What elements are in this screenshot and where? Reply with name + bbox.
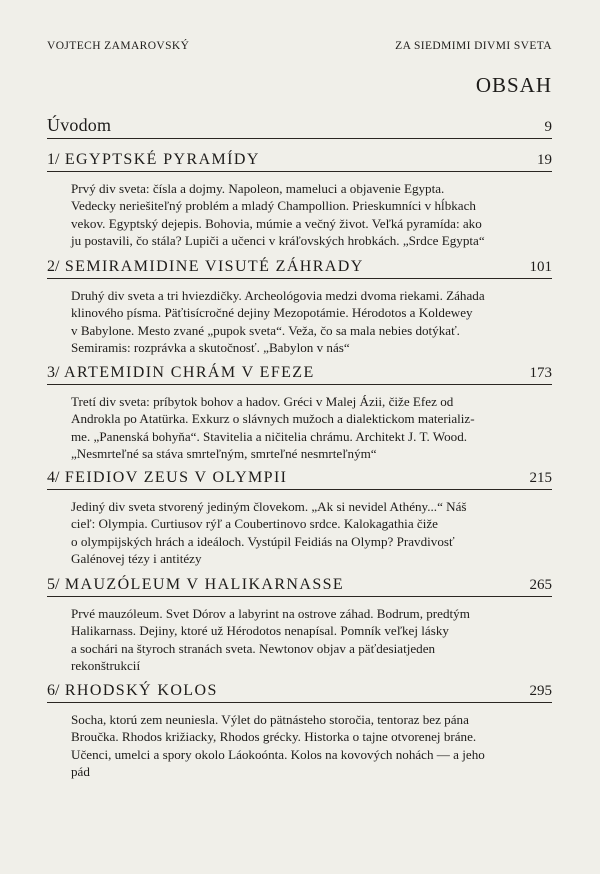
chapter-number: 1/ <box>47 151 60 168</box>
toc-entry-chapter-1[interactable] <box>47 151 552 250</box>
entry-page-number: 173 <box>529 365 552 381</box>
chapter-summary <box>71 711 552 781</box>
summary-line: Broučka. Rhodos križiacky, Rhodos grécky. Historka o tajne otvorenej bráne. <box>71 729 477 745</box>
entry-page-number: 19 <box>537 152 552 168</box>
chapter-number: 5/ <box>47 576 60 593</box>
toc-entry-chapter-3[interactable] <box>47 364 552 463</box>
summary-line: Androkla po Atatürka. Exkurz o slávnych mužoch a dialektickom materializ- <box>71 411 475 427</box>
entry-page-number: 295 <box>529 683 552 699</box>
chapter-number: 4/ <box>47 469 60 486</box>
chapter-summary <box>71 498 552 568</box>
toc-entry-intro[interactable] <box>47 115 552 139</box>
chapter-summary <box>71 287 552 357</box>
chapter-title: ARTEMIDIN CHRÁM V EFEZE <box>63 364 315 381</box>
toc-entry-chapter-5[interactable] <box>47 576 552 675</box>
chapter-summary <box>71 393 552 463</box>
chapter-title: FEIDIOV ZEUS V OLYMPII <box>64 469 288 486</box>
summary-line: Semiramis: rozprávka a skutočnosť. „Babylon v nás“ <box>71 340 350 356</box>
chapter-summary <box>71 180 552 250</box>
summary-line: o olympijských hrách a ideáloch. Vystúpil Feidiás na Olymp? Pravdivosť <box>71 533 455 549</box>
summary-line: Jediný div sveta stvorený jediným človekom. „Ak si nevidel Athény...“ Náš <box>71 499 467 514</box>
summary-line: Galénovej tézy i antitézy <box>71 551 202 567</box>
toc-entry-head <box>47 576 552 597</box>
entry-page-number: 215 <box>529 470 552 486</box>
summary-line: Druhý div sveta a tri hviezdičky. Archeológovia medzi dvoma riekami. Záhada <box>71 288 485 303</box>
chapter-number: 2/ <box>47 258 60 275</box>
summary-line: pád <box>71 764 90 780</box>
summary-line: Vedecky neriešiteľný problém a mladý Champollion. Prieskumníci v hĺbkach <box>71 198 476 214</box>
summary-line: cieľ: Olympia. Curtiusov rýľ a Coubertinovo srdce. Kalokagathia čiže <box>71 516 438 532</box>
summary-line: klinového písma. Päťtisícročné dejiny Mezopotámie. Hérodotos a Koldewey <box>71 305 473 321</box>
toc-entry-chapter-6[interactable] <box>47 682 552 781</box>
running-header <box>47 40 552 52</box>
toc-entry-head <box>47 258 552 279</box>
entry-page-number: 265 <box>529 577 552 593</box>
entry-page-number: 9 <box>544 119 552 135</box>
summary-line: me. „Panenská bohyňa“. Stavitelia a ničitelia chrámu. Architekt J. T. Wood. <box>71 428 468 444</box>
chapter-title: EGYPTSKÉ PYRAMÍDY <box>64 151 260 168</box>
summary-line: vekov. Egyptský dejepis. Bohovia, múmie a večný život. Veľká pyramída: ako <box>71 215 482 231</box>
entry-title: Úvodom <box>47 115 112 135</box>
chapter-number: 6/ <box>47 682 60 699</box>
summary-line: rekonštrukcií <box>71 658 141 674</box>
summary-line: v Babylone. Mesto zvané „pupok sveta“. Veža, čo sa mala nebies dotýkať. <box>71 322 460 338</box>
author-name: VOJTECH ZAMAROVSKÝ <box>47 40 190 52</box>
summary-line: Prvé mauzóleum. Svet Dórov a labyrint na ostrove záhad. Bodrum, predtým <box>71 606 470 621</box>
toc-heading: OBSAH <box>475 73 552 97</box>
chapter-title: RHODSKÝ KOLOS <box>64 682 218 699</box>
entry-page-number: 101 <box>529 259 552 275</box>
toc-entry-head <box>47 682 552 703</box>
summary-line: Socha, ktorú zem neuniesla. Výlet do pätnásteho storočia, tentoraz bez pána <box>71 712 469 727</box>
toc-entry-head <box>47 469 552 490</box>
summary-line: Halikarnass. Dejiny, ktoré už Hérodotos nenapísal. Pomník veľkej lásky <box>71 623 449 639</box>
summary-line: „Nesmrteľné sa stáva smrteľným, smrteľné nesmrteľným“ <box>71 446 377 462</box>
toc-entry-head <box>47 115 552 139</box>
summary-line: Tretí div sveta: príbytok bohov a hadov. Gréci v Malej Ázii, čiže Efez od <box>71 394 454 409</box>
chapter-title: MAUZÓLEUM V HALIKARNASSE <box>64 576 345 593</box>
book-title: ZA SIEDMIMI DIVMI SVETA <box>395 40 552 52</box>
toc-entry-head <box>47 364 552 385</box>
summary-line: Prvý div sveta: čísla a dojmy. Napoleon, mameluci a objavenie Egypta. <box>71 181 445 196</box>
toc-entry-head <box>47 151 552 172</box>
chapter-title: SEMIRAMIDINE VISUTÉ ZÁHRADY <box>64 258 364 275</box>
toc-entry-chapter-4[interactable] <box>47 469 552 568</box>
chapter-summary <box>71 605 552 675</box>
summary-line: Učenci, umelci a spory okolo Láokoónta. Kolos na kovových nohách — a jeho <box>71 746 485 762</box>
summary-line: a sochári na štyroch stranách sveta. Newtonov objav a päťdesiatjeden <box>71 640 436 656</box>
toc-entry-chapter-2[interactable] <box>47 258 552 357</box>
summary-line: ju postavili, čo stála? Lupiči a učenci v kráľovských hrobkách. „Srdce Egypta“ <box>71 233 485 249</box>
chapter-number: 3/ <box>47 364 60 381</box>
